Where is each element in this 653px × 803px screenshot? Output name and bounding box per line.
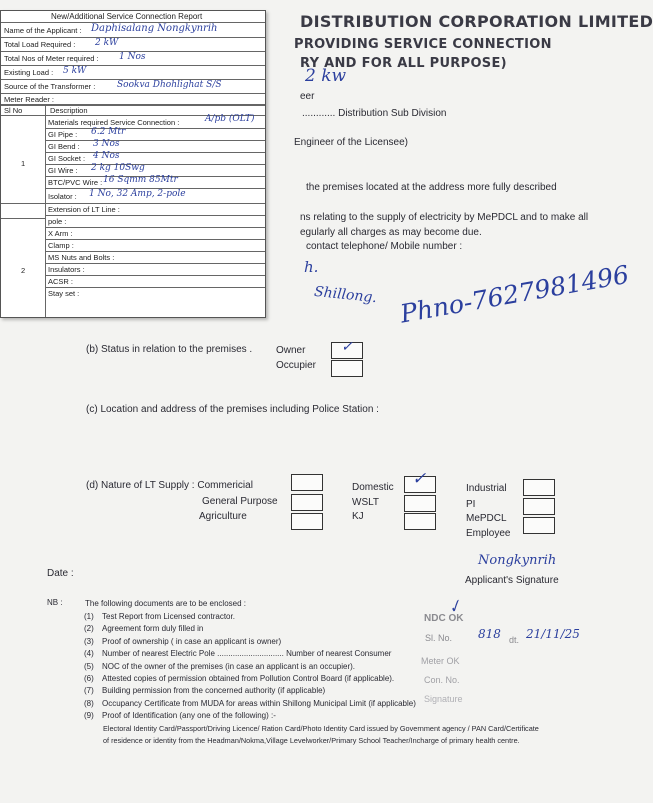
service-connection-report-slip <box>0 10 266 318</box>
slip-row: Existing Load : 5 kW <box>1 66 265 80</box>
slip-row: Source of the Transformer : Sookva Dhohlighat S/S <box>1 80 265 94</box>
id-line-2: of residence or identity from the Headman/Nokma,Village Levelworker/Primary School Teacher/Incharge of primary health centre. <box>103 736 520 745</box>
nature-kj: KJ <box>352 511 364 522</box>
status-owner-label: Owner <box>276 345 306 356</box>
slip-table-header: Sl No Description <box>1 105 265 116</box>
nature-mepdcl: MePDCL <box>466 513 507 524</box>
slip-row: Clamp : <box>45 240 265 252</box>
nature-general-purpose: General Purpose <box>202 496 278 507</box>
header-line-1: DISTRIBUTION CORPORATION LIMITED <box>300 12 653 31</box>
check-mark-icon: ✓ <box>341 339 353 355</box>
slip-row: Total Nos of Meter required : 1 Nos <box>1 52 265 66</box>
agriculture-checkbox[interactable] <box>291 513 323 530</box>
slip-row: Stay set : <box>48 289 80 298</box>
applicant-name-value: Daphisalang Nongkynrih <box>91 23 218 34</box>
nb-item: (4) Number of nearest Electric Pole .............................. Number of nearest Consumer <box>84 649 392 659</box>
slip-title: New/Additional Service Connection Report <box>51 12 203 21</box>
nature-industrial: Industrial <box>466 483 507 494</box>
slip-row: ACSR : <box>45 276 265 288</box>
slip-divider <box>1 105 265 106</box>
nb-intro: The following documents are to be enclosed : <box>85 599 246 608</box>
stamp-signature: Signature <box>424 694 463 704</box>
text-contact: contact telephone/ Mobile number : <box>306 241 463 252</box>
nb-label: NB : <box>47 598 63 607</box>
total-load-value: 2 kW <box>95 38 119 48</box>
meters-value: 1 Nos <box>119 52 146 62</box>
slip-row: Meter Reader : <box>1 94 265 105</box>
text-relating: ns relating to the supply of electricity by MePDCL and to make all <box>300 212 589 223</box>
wslt-checkbox[interactable] <box>404 495 436 512</box>
nb-item: (9) Proof of Identification (any one of the following) :- <box>84 711 276 721</box>
kj-checkbox[interactable] <box>404 513 436 530</box>
stamp-dt-value: 21/11/25 <box>526 627 580 641</box>
stamp-meter-ok: Meter OK <box>421 656 460 666</box>
slip-row: Isolator : 1 No, 32 Amp, 2-pole <box>1 189 265 204</box>
nb-list <box>84 611 416 723</box>
stamp-ndc-ok: NDC OK <box>424 613 464 624</box>
slip-row: X Arm : <box>45 228 265 240</box>
nb-item: (8) Occupancy Certificate from MUDA for areas within Shillong Municipal Limit (if applicable) <box>84 698 416 708</box>
slip-row: Extension of LT Line : <box>45 204 265 216</box>
header-line-3: RY AND FOR ALL PURPOSE) <box>300 56 507 71</box>
slip-row: Materials required Service Connection : A/pb (OLT) <box>45 116 265 129</box>
nature-pi: PI <box>466 499 476 510</box>
nature-employee: Employee <box>466 528 511 539</box>
nature-agriculture: Agriculture <box>199 511 247 522</box>
nb-item: (7) Building permission from the concerned authority (if applicable) <box>84 686 326 696</box>
owner-checkbox[interactable] <box>331 339 363 359</box>
nb-item: (6) Attested copies of permission obtained from Pollution Control Board (if applicable). <box>84 674 395 684</box>
slip-row: GI Socket : 4 Nos <box>45 153 265 165</box>
industrial-checkbox[interactable] <box>523 479 555 496</box>
handwritten-load: 2 kw <box>305 66 347 86</box>
nature-label: (d) Nature of LT Supply : Commericial <box>86 480 253 491</box>
stamp-con-no: Con. No. <box>424 675 460 685</box>
general-purpose-checkbox[interactable] <box>291 494 323 511</box>
handwritten-signature: Nongkynrih <box>478 553 557 568</box>
slip-row: pole : <box>45 216 265 228</box>
occupier-checkbox[interactable] <box>331 360 363 377</box>
nb-item: (5) NOC of the owner of the premises (in case an applicant is an occupier). <box>84 661 356 671</box>
transformer-value: Sookva Dhohlighat S/S <box>117 80 222 90</box>
handwritten-phone: Phno-7627981496 <box>398 259 632 329</box>
stamp-dt: dt. <box>509 635 520 645</box>
handwritten-city: Shillong. <box>313 283 378 307</box>
pi-checkbox[interactable] <box>523 498 555 515</box>
nb-item: (3) Proof of ownership ( in case an applicant is owner) <box>84 636 282 646</box>
nature-domestic: Domestic <box>352 482 394 493</box>
id-line-1: Electoral Identity Card/Passport/Driving Licence/ Ration Card/Photo Identity Card issued by Government agency / PAN Card/Certificate <box>103 724 539 733</box>
date-label: Date : <box>47 568 74 579</box>
status-occupier-label: Occupier <box>276 360 317 371</box>
commercial-checkbox[interactable] <box>291 474 323 491</box>
location-label: (c) Location and address of the premises including Police Station : <box>86 404 379 415</box>
slip-row: GI Wire : 2 kg 10Swg <box>45 165 265 177</box>
text-eer: eer <box>300 91 315 102</box>
stamp-sl-value: 818 <box>478 627 501 641</box>
slip-group-divider <box>1 218 45 219</box>
nb-item: (2) Agreement form duly filled in <box>84 624 204 634</box>
mepdcl-checkbox[interactable] <box>523 517 555 534</box>
handwritten-h: h. <box>304 258 319 276</box>
existing-load-value: 5 kW <box>63 66 87 76</box>
text-engineer: Engineer of the Licensee) <box>294 137 408 148</box>
slip-title-row <box>1 11 265 23</box>
check-mark-icon: ✓ <box>412 469 427 489</box>
group-1-number: 1 <box>21 159 26 168</box>
nb-item: (1) Test Report from Licensed contractor. <box>84 612 235 621</box>
slip-row: Name of the Applicant : Daphisalang Nongkynrih <box>1 23 265 38</box>
header-line-2: PROVIDING SERVICE CONNECTION <box>294 37 552 52</box>
domestic-checkbox[interactable] <box>404 469 436 493</box>
slip-row: MS Nuts and Bolts : <box>45 252 265 264</box>
slip-row: GI Bend : 3 Nos <box>45 141 265 153</box>
nature-wslt: WSLT <box>352 497 380 508</box>
slip-row: BTC/PVC Wire : 16 Sqmm 85Mtr <box>45 177 265 189</box>
signature-label: Applicant's Signature <box>465 575 559 586</box>
text-regularly: egularly all charges as may become due. <box>300 227 482 238</box>
slip-row: Total Load Required : 2 kW <box>1 38 265 52</box>
slip-row: Insulators : <box>45 264 265 276</box>
text-sub-division: ............ Distribution Sub Division <box>302 108 447 119</box>
slip-row: GI Pipe : 6.2 Mtr <box>45 129 265 141</box>
status-label: (b) Status in relation to the premises . <box>86 344 253 355</box>
group-2-number: 2 <box>21 266 26 275</box>
stamp-tick-icon: ✓ <box>444 595 465 618</box>
stamp-sl-no: Sl. No. <box>425 633 453 643</box>
text-premises: the premises located at the address more fully described <box>306 182 557 193</box>
